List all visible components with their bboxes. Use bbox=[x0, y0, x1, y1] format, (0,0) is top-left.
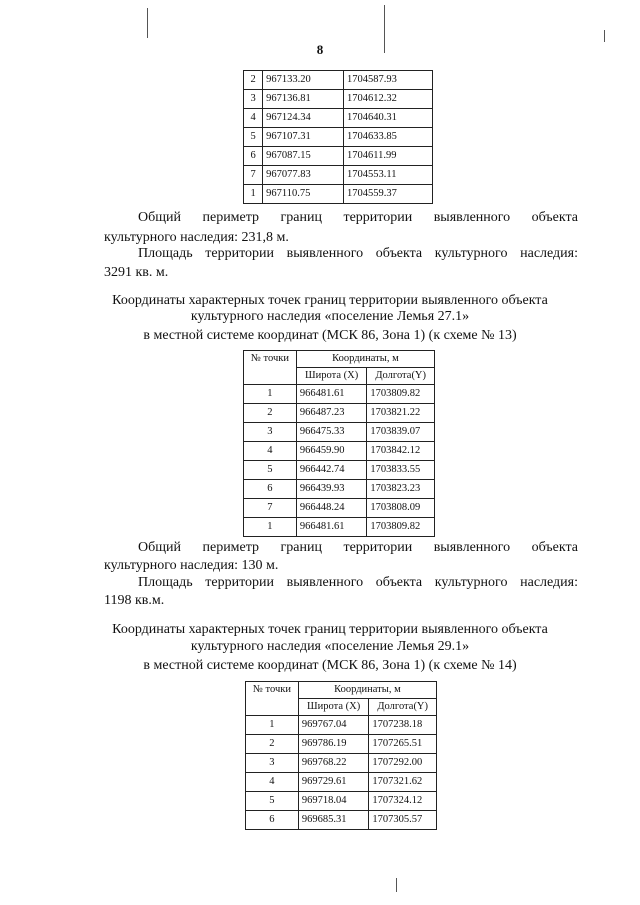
point-number-cell: 2 bbox=[244, 71, 263, 90]
table-row bbox=[246, 811, 437, 830]
table-row bbox=[244, 109, 433, 128]
point-number-cell: 6 bbox=[246, 811, 299, 830]
col-header-coords: Координаты, м bbox=[296, 351, 434, 368]
latitude-x-cell: 969768.22 bbox=[298, 754, 369, 773]
table-row bbox=[244, 185, 433, 204]
latitude-x-cell: 967133.20 bbox=[263, 71, 344, 90]
heading-3-line-2: культурного наследия «поселение Лемья 29.1» bbox=[190, 639, 470, 654]
col-header-y: Долгота(Y) bbox=[369, 699, 437, 716]
point-number-cell: 4 bbox=[244, 109, 263, 128]
longitude-y-cell: 1704633.85 bbox=[343, 128, 432, 147]
table-row bbox=[244, 442, 435, 461]
perimeter-text-2a: Общий периметр границ территории выявленного объекта bbox=[138, 540, 578, 555]
heading-2-line-3: в местной системе координат (МСК 86, Зона 1) (к схеме № 13) bbox=[143, 328, 517, 343]
latitude-x-cell: 969685.31 bbox=[298, 811, 369, 830]
latitude-x-cell: 967124.34 bbox=[263, 109, 344, 128]
table-row bbox=[244, 147, 433, 166]
page-number: 8 bbox=[316, 42, 324, 57]
latitude-x-cell: 969718.04 bbox=[298, 792, 369, 811]
longitude-y-cell: 1704587.93 bbox=[343, 71, 432, 90]
latitude-x-cell: 966448.24 bbox=[296, 499, 367, 518]
longitude-y-cell: 1707238.18 bbox=[369, 716, 437, 735]
table-row bbox=[244, 166, 433, 185]
latitude-x-cell: 966487.23 bbox=[296, 404, 367, 423]
longitude-y-cell: 1703821.22 bbox=[367, 404, 435, 423]
latitude-x-cell: 967110.75 bbox=[263, 185, 344, 204]
point-number-cell: 1 bbox=[244, 518, 297, 537]
perimeter-text-1b: культурного наследия: 231,8 м. bbox=[104, 230, 289, 245]
area-text-2a: Площадь территории выявленного объекта культурного наследия: bbox=[138, 575, 578, 590]
scan-mark-left bbox=[147, 8, 148, 38]
latitude-x-cell: 966475.33 bbox=[296, 423, 367, 442]
longitude-y-cell: 1704553.11 bbox=[343, 166, 432, 185]
point-number-cell: 5 bbox=[246, 792, 299, 811]
longitude-y-cell: 1707324.12 bbox=[369, 792, 437, 811]
col-header-x: Широта (X) bbox=[298, 699, 369, 716]
coordinates-table-14 bbox=[245, 681, 437, 830]
point-number-cell: 2 bbox=[246, 735, 299, 754]
longitude-y-cell: 1703823.23 bbox=[367, 480, 435, 499]
longitude-y-cell: 1707292.00 bbox=[369, 754, 437, 773]
table-row bbox=[244, 90, 433, 109]
longitude-y-cell: 1707305.57 bbox=[369, 811, 437, 830]
latitude-x-cell: 967077.83 bbox=[263, 166, 344, 185]
point-number-cell: 5 bbox=[244, 461, 297, 480]
latitude-x-cell: 969786.19 bbox=[298, 735, 369, 754]
latitude-x-cell: 966481.61 bbox=[296, 385, 367, 404]
area-text-1b: 3291 кв. м. bbox=[104, 265, 169, 280]
latitude-x-cell: 966442.74 bbox=[296, 461, 367, 480]
table-row bbox=[244, 128, 433, 147]
longitude-y-cell: 1703842.12 bbox=[367, 442, 435, 461]
col-header-point: № точки bbox=[244, 351, 297, 385]
point-number-cell: 3 bbox=[244, 423, 297, 442]
point-number-cell: 6 bbox=[244, 480, 297, 499]
area-text-2b: 1198 кв.м. bbox=[104, 593, 165, 608]
perimeter-text-2b: культурного наследия: 130 м. bbox=[104, 558, 279, 573]
table-row bbox=[244, 518, 435, 537]
point-number-cell: 1 bbox=[244, 385, 297, 404]
point-number-cell: 1 bbox=[244, 185, 263, 204]
table-row bbox=[244, 461, 435, 480]
point-number-cell: 3 bbox=[244, 90, 263, 109]
point-number-cell: 7 bbox=[244, 499, 297, 518]
point-number-cell: 4 bbox=[246, 773, 299, 792]
table-row bbox=[246, 792, 437, 811]
longitude-y-cell: 1704559.37 bbox=[343, 185, 432, 204]
latitude-x-cell: 966459.90 bbox=[296, 442, 367, 461]
table-row bbox=[244, 404, 435, 423]
point-number-cell: 3 bbox=[246, 754, 299, 773]
latitude-x-cell: 966481.61 bbox=[296, 518, 367, 537]
latitude-x-cell: 967107.31 bbox=[263, 128, 344, 147]
table-row bbox=[244, 499, 435, 518]
longitude-y-cell: 1703833.55 bbox=[367, 461, 435, 480]
table-row bbox=[244, 71, 433, 90]
table-row bbox=[244, 480, 435, 499]
point-number-cell: 4 bbox=[244, 442, 297, 461]
scan-mark-bottom bbox=[396, 878, 397, 892]
latitude-x-cell: 969767.04 bbox=[298, 716, 369, 735]
longitude-y-cell: 1704640.31 bbox=[343, 109, 432, 128]
longitude-y-cell: 1704611.99 bbox=[343, 147, 432, 166]
scan-mark-top-right bbox=[604, 30, 605, 42]
area-text-1a: Площадь территории выявленного объекта культурного наследия: bbox=[138, 246, 578, 261]
longitude-y-cell: 1704612.32 bbox=[343, 90, 432, 109]
heading-2-line-2: культурного наследия «поселение Лемья 27.1» bbox=[190, 309, 470, 324]
heading-2-line-1: Координаты характерных точек границ территории выявленного объекта bbox=[112, 293, 548, 308]
latitude-x-cell: 967087.15 bbox=[263, 147, 344, 166]
point-number-cell: 6 bbox=[244, 147, 263, 166]
longitude-y-cell: 1707321.62 bbox=[369, 773, 437, 792]
latitude-x-cell: 967136.81 bbox=[263, 90, 344, 109]
point-number-cell: 2 bbox=[244, 404, 297, 423]
longitude-y-cell: 1707265.51 bbox=[369, 735, 437, 754]
longitude-y-cell: 1703809.82 bbox=[367, 518, 435, 537]
table-row bbox=[246, 716, 437, 735]
table-row bbox=[246, 773, 437, 792]
longitude-y-cell: 1703839.07 bbox=[367, 423, 435, 442]
table-row bbox=[244, 385, 435, 404]
perimeter-text-1a: Общий периметр границ территории выявленного объекта bbox=[138, 210, 578, 225]
col-header-coords: Координаты, м bbox=[298, 682, 436, 699]
latitude-x-cell: 969729.61 bbox=[298, 773, 369, 792]
table-row bbox=[246, 754, 437, 773]
latitude-x-cell: 966439.93 bbox=[296, 480, 367, 499]
col-header-x: Широта (X) bbox=[296, 368, 367, 385]
point-number-cell: 1 bbox=[246, 716, 299, 735]
coordinates-table-continued bbox=[243, 70, 433, 204]
point-number-cell: 5 bbox=[244, 128, 263, 147]
longitude-y-cell: 1703808.09 bbox=[367, 499, 435, 518]
col-header-y: Долгота(Y) bbox=[367, 368, 435, 385]
heading-3-line-3: в местной системе координат (МСК 86, Зона 1) (к схеме № 14) bbox=[143, 658, 517, 673]
point-number-cell: 7 bbox=[244, 166, 263, 185]
longitude-y-cell: 1703809.82 bbox=[367, 385, 435, 404]
col-header-point: № точки bbox=[246, 682, 299, 716]
table-row bbox=[244, 423, 435, 442]
heading-3-line-1: Координаты характерных точек границ территории выявленного объекта bbox=[112, 622, 548, 637]
coordinates-table-13 bbox=[243, 350, 435, 537]
table-row bbox=[246, 735, 437, 754]
